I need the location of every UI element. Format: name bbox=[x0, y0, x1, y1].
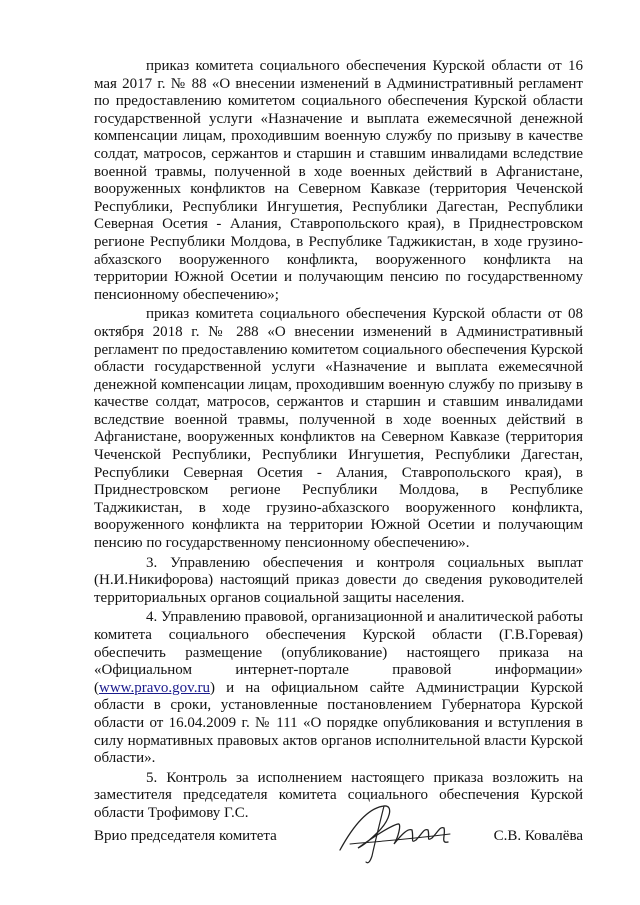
pravo-gov-link[interactable]: www.pravo.gov.ru bbox=[99, 679, 210, 696]
paragraph-order-2017: приказ комитета социального обеспечения Курской области от 16 мая 2017 г. № 88 «О внесении изменений в Административный регламент по предоставлению комитетом социального обеспечения Курской области государственной услуги «Назначение и выплата ежемесячной денежной компенсации лицам, проходившим военную службу по призыву в качестве солдат, матросов, сержантов и старшин и ставшим инвалидами вследствие военной травмы, полученной в ходе военных действий в Афганистане, вооруженных конфликтов на Северном Кавказе (территория Чеченской Республики, Республики Ингушетия, Республики Дагестан, Республики Северная Осетия - Алания, Ставропольского края), в Приднестровском регионе Республики Молдова, в Республике Таджикистан, в ходе грузино-абхазского вооруженного конфликта, вооруженного конфликта на территории Южной Осетии и получающим пенсию по государственному пенсионному обеспечению»; bbox=[94, 58, 583, 303]
paragraph-item-5: 5. Контроль за исполнением настоящего приказа возложить на заместителя председателя комитета социального обеспечения Курской области Трофимову Г.С. bbox=[94, 769, 583, 821]
paragraph-order-2018: приказ комитета социального обеспечения Курской области от 08 октября 2018 г. № 288 «О внесении изменений в Административный регламент по предоставлению комитетом социального обеспечения Курской области государственной услуги «Назначение и выплата ежемесячной денежной компенсации лицам, проходившим военную службу по призыву в качестве солдат, матросов, сержантов и старшин и ставшим инвалидами вследствие военной травмы, полученной в ходе военных действий в Афганистане, вооруженных конфликтов на Северном Кавказе (территория Чеченской Республики, Республики Ингушетия, Республики Дагестан, Республики Северная Осетия - Алания, Ставропольского края), в Приднестровском регионе Республики Молдова, в Республике Таджикистан, в ходе грузино-абхазского вооруженного конфликта, вооруженного конфликта на территории Южной Осетии и получающим пенсию по государственному пенсионному обеспечению». bbox=[94, 306, 583, 552]
document-body bbox=[94, 58, 583, 825]
paragraph-item-4-text-start: 4. Управлению правовой, организационной и аналитической работы комитета социального обеспечения Курской области (Г.В.Горевая) обеспечить размещение (опубликование) настоящего приказа на «Официальном интернет-портале правовой информации» ( bbox=[94, 609, 583, 696]
signature-block bbox=[94, 820, 583, 870]
paragraph-item-4 bbox=[94, 609, 583, 767]
signatory-name: С.В. Ковалёва bbox=[493, 828, 583, 844]
paragraph-item-4-text-end: ) и на официальном сайте Администрации Курской области в сроки, установленные постановлением Губернатора Курской области от 16.04.2009 г. № 111 «О порядке опубликования и вступления в силу нормативных правовых актов органов исполнительной власти Курской области». bbox=[94, 679, 583, 767]
handwritten-signature-icon bbox=[332, 798, 462, 868]
paragraph-item-3: 3. Управлению обеспечения и контроля социальных выплат (Н.И.Никифорова) настоящий приказ довести до сведения руководителей территориальных органов социальной защиты населения. bbox=[94, 554, 583, 606]
signatory-title: Врио председателя комитета bbox=[94, 828, 277, 844]
